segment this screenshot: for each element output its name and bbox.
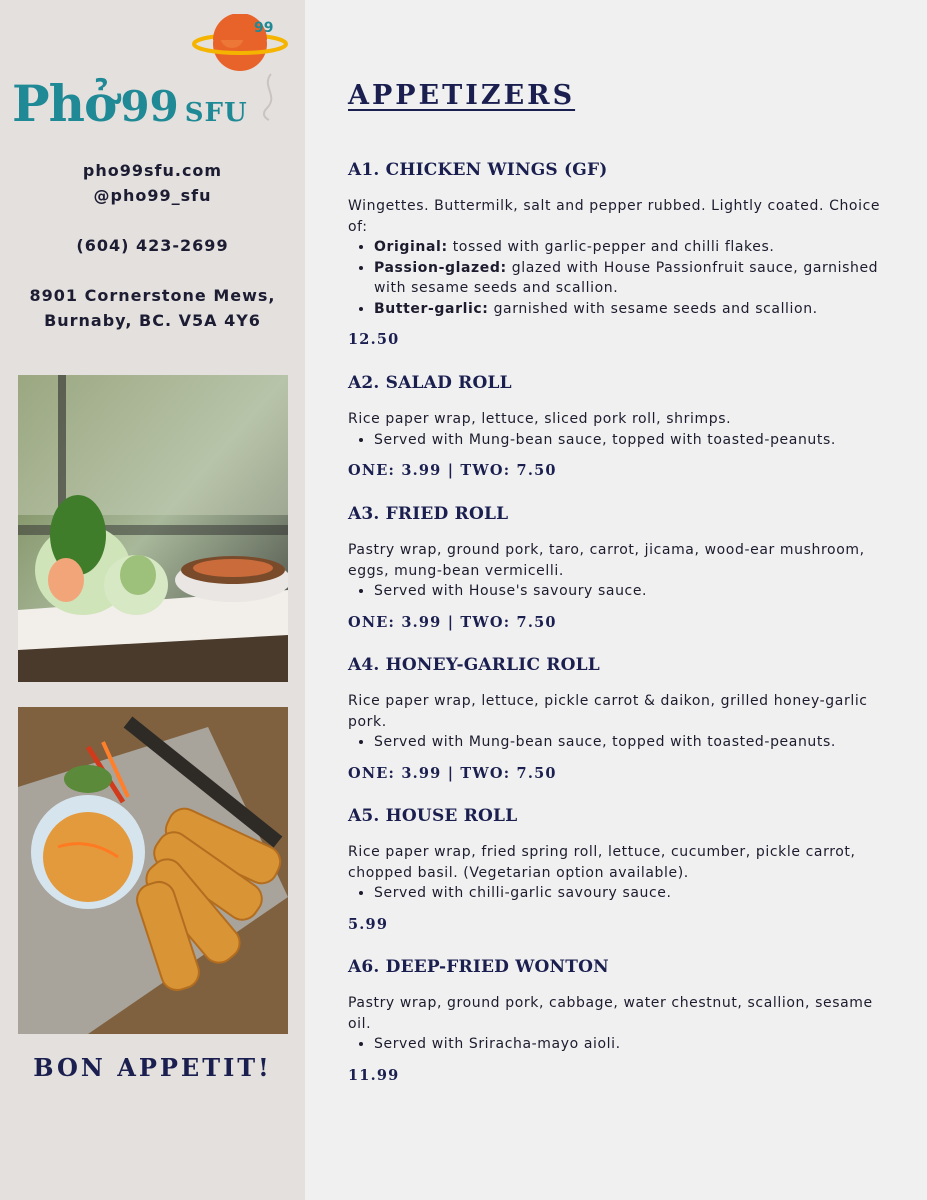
menu-item-a2 [348,373,888,479]
logo-pho: Phở [12,74,117,133]
logo-wordmark [12,74,248,133]
list-item [374,299,888,320]
fried-roll-photo [18,707,288,1034]
option-name: Butter-garlic: [374,300,489,317]
steam-icon [257,72,281,122]
logo-99: 99 [120,82,179,131]
item-price: 12.50 [348,331,400,348]
menu-item-a3 [348,504,888,631]
address [0,283,305,333]
item-description: Pastry wrap, ground pork, taro, carrot, jicama, wood-ear mushroom, eggs, mung-bean vermicelli. [348,542,865,579]
item-price: 5.99 [348,915,389,933]
item-description: Pastry wrap, ground pork, cabbage, water chestnut, scallion, sesame oil. [348,995,873,1032]
logo-badge: 99 [254,20,274,36]
item-title: A5. HOUSE ROLL [348,806,518,826]
item-options [348,237,888,319]
contact-info [0,158,305,208]
item-title: A3. FRIED ROLL [348,504,509,524]
address-line-2: Burnaby, BC. V5A 4Y6 [44,311,261,330]
list-item: • Served with Mung-bean sauce, topped with toasted-peanuts. [374,430,888,451]
item-title: A6. DEEP-FRIED WONTON [348,957,609,977]
bon-appetit-text: BON APPETIT! [33,1053,272,1082]
menu-content [305,0,927,1200]
item-description: Rice paper wrap, lettuce, pickle carrot & daikon, grilled honey-garlic pork. [348,693,868,730]
item-title: A4. HONEY-GARLIC ROLL [348,655,600,675]
sidebar [0,0,305,1200]
item-options [348,581,888,602]
logo-sfu: SFU [184,98,248,128]
menu-item-a6 [348,957,888,1084]
salad-roll-photo [18,375,288,682]
list-item: • Served with Mung-bean sauce, topped with toasted-peanuts. [374,732,888,753]
website-link[interactable]: pho99sfu.com [82,161,223,180]
option-name: Passion-glazed: [374,259,507,276]
item-price: 11.99 [348,1066,400,1084]
list-item: • Served with chilli-garlic savoury sauce. [374,883,888,904]
instagram-handle[interactable]: @pho99_sfu [93,186,212,205]
phone-number[interactable]: (604) 423-2699 [76,236,229,255]
item-price: ONE: 3.99 | TWO: 7.50 [348,462,557,479]
item-price: ONE: 3.99 | TWO: 7.50 [348,764,557,782]
address-line-1: 8901 Cornerstone Mews, [29,286,276,305]
option-text: tossed with garlic-pepper and chilli flakes. [447,239,775,255]
item-description: Rice paper wrap, lettuce, sliced pork roll, shrimps. [348,411,732,427]
menu-item-a1 [348,160,888,348]
item-title: A2. SALAD ROLL [348,373,512,393]
menu-item-a5 [348,806,888,933]
menu-item-a4 [348,655,888,782]
item-options [348,430,888,451]
item-options [348,883,888,904]
item-description: Rice paper wrap, fried spring roll, lettuce, cucumber, pickle carrot, chopped basil. (Vegetarian option available). [348,844,856,881]
list-item [374,258,888,299]
option-name: Original: [374,239,448,255]
section-title: APPETIZERS [348,80,576,111]
list-item: • Served with Sriracha-mayo aioli. [374,1034,888,1055]
planet-logo-icon [192,14,288,78]
list-item [374,237,888,258]
item-price: ONE: 3.99 | TWO: 7.50 [348,613,557,631]
restaurant-logo [10,14,295,134]
list-item: • Served with House's savoury sauce. [374,581,888,602]
item-description: Wingettes. Buttermilk, salt and pepper rubbed. Lightly coated. Choice of: [348,198,881,235]
item-title: A1. CHICKEN WINGS (GF) [348,160,608,180]
option-text: garnished with sesame seeds and scallion. [488,300,818,317]
option-text: glazed with House Passionfruit sauce, garnished with sesame seeds and scallion. [374,259,879,296]
item-options [348,732,888,753]
item-options [348,1034,888,1055]
